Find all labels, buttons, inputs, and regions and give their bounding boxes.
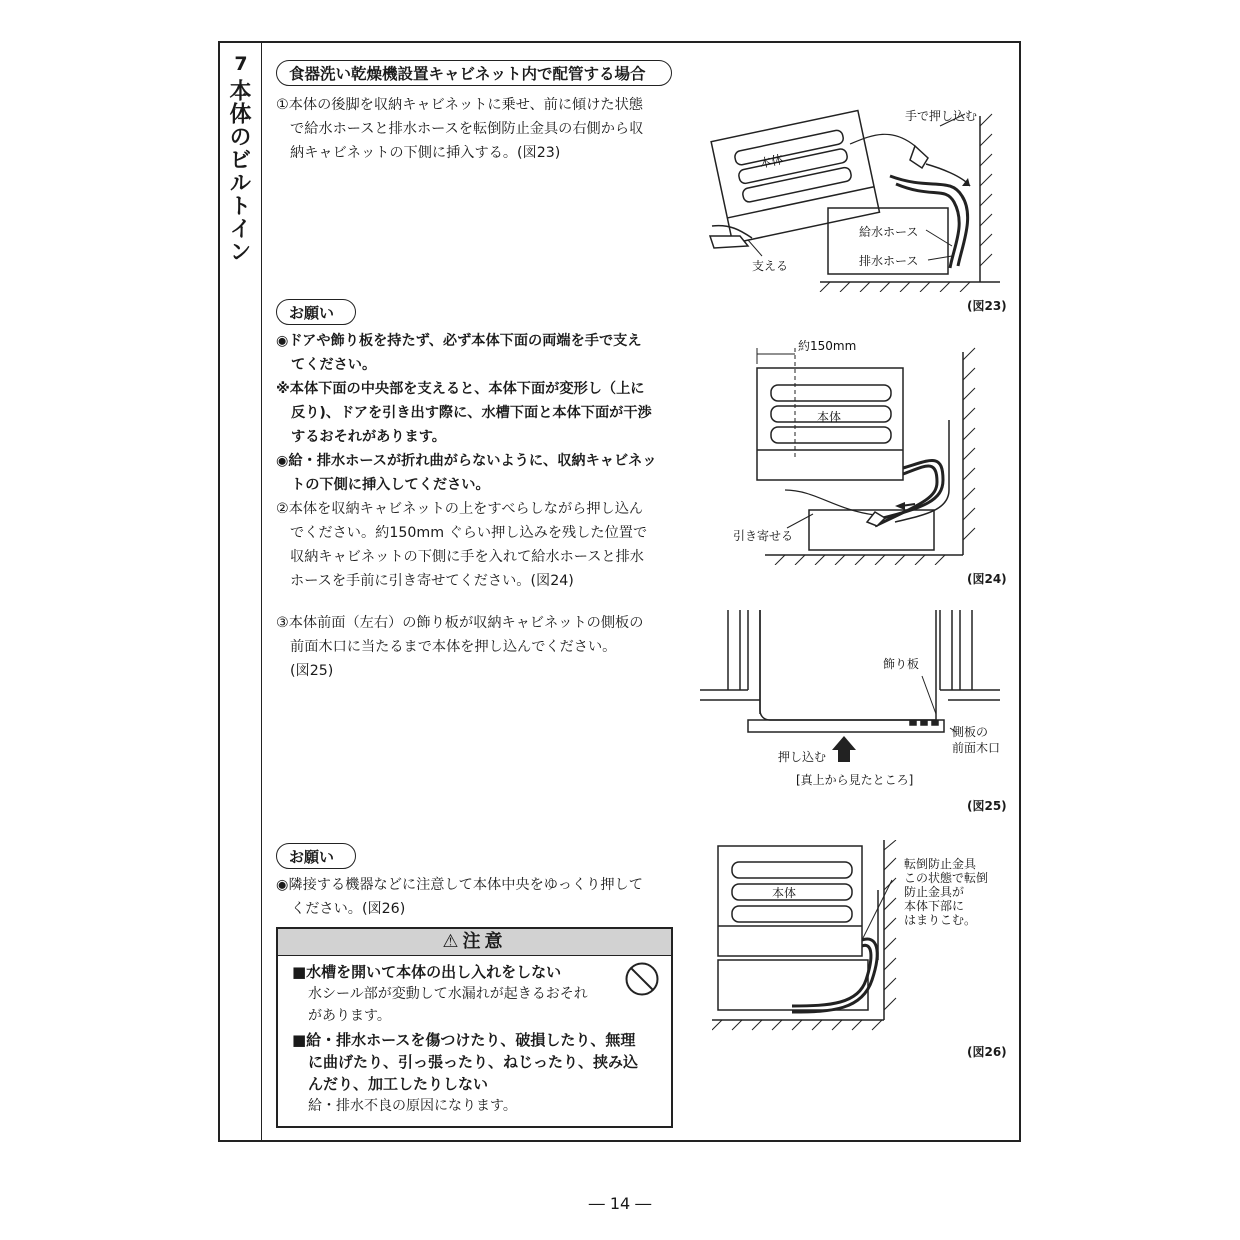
onegai2-list xyxy=(276,873,676,921)
step1-text xyxy=(276,93,676,165)
fig25-push-label: 押し込む xyxy=(778,750,827,764)
fig24-body-label: 本体 xyxy=(817,410,842,424)
onegai1-line: てください。 xyxy=(291,357,377,373)
step1-line: 納キャビネットの下側に挿入する。(図23) xyxy=(290,145,561,161)
step2-line: ホースを手前に引き寄せてください。(図24) xyxy=(290,573,574,589)
step3-line: ③本体前面（左右）の飾り板が収納キャビネットの側板の xyxy=(276,615,644,631)
step3-line: (図25) xyxy=(290,663,334,679)
fig26-note-3: 防止金具が xyxy=(904,885,965,899)
figure-23 xyxy=(700,96,1010,292)
step3-line: 前面木口に当たるまで本体を押し込んでください。 xyxy=(290,639,617,655)
step2-line: でください。約150mm ぐらい押し込みを残した位置で xyxy=(290,525,648,541)
onegai1-line: ※本体下面の中央部を支えると、本体下面が変形し（上に xyxy=(276,381,645,397)
section-number: 7 xyxy=(234,53,248,75)
fig26-note-4: 本体下部に xyxy=(904,899,965,913)
fig24-caption: (図24) xyxy=(967,572,1007,586)
fig26-note-5: はまりこむ。 xyxy=(904,913,977,927)
onegai2-line: ください。(図26) xyxy=(291,901,406,917)
fig24-pull-label: 引き寄せる xyxy=(733,529,794,543)
onegai1-list xyxy=(276,329,676,497)
onegai2-line: ◉隣接する機器などに注意して本体中央をゆっくり押して xyxy=(276,877,643,893)
step2-line: 収納キャビネットの下側に手を入れて給水ホースと排水 xyxy=(290,549,644,565)
fig25-side-label-1: 側板の xyxy=(952,725,989,739)
fig23-caption: (図23) xyxy=(967,299,1007,313)
caution-item2-text: 給・排水不良の原因になります。 xyxy=(308,1098,517,1114)
caution-item2-head: に曲げたり、引っ張ったり、ねじったり、挟み込 xyxy=(308,1053,639,1071)
caution-line: 水シール部が変動して水漏れが起きるおそれ xyxy=(308,986,588,1002)
caution-item1-text xyxy=(292,983,622,1027)
section-sidebar xyxy=(220,43,262,1140)
fig24-dimension-label: 約150mm xyxy=(798,340,857,353)
fig25-view-label: [真上から見たところ] xyxy=(796,773,914,787)
step1-line: で給水ホースと排水ホースを転倒防止金具の右側から収 xyxy=(290,121,644,137)
fig23-body-label: 本体 xyxy=(758,152,785,171)
step3-text xyxy=(276,611,676,683)
push-arrow-icon xyxy=(832,736,856,762)
step1-line: ①本体の後脚を収納キャビネットに乗せ、前に傾けた状態 xyxy=(276,97,643,113)
fig23-water-hose-label: 給水ホース xyxy=(859,225,919,239)
onegai1-line: ◉給・排水ホースが折れ曲がらないように、収納キャビネッ xyxy=(276,453,657,469)
fig26-note-2: この状態で転倒 xyxy=(904,871,989,885)
fig26-body-label: 本体 xyxy=(772,886,797,900)
onegai-badge-2: お願い xyxy=(276,843,356,869)
fig26-caption: (図26) xyxy=(967,1045,1007,1059)
fig26-note-1: 転倒防止金具 xyxy=(904,857,977,871)
section-heading: 食器洗い乾燥機設置キャビネット内で配管する場合 xyxy=(276,60,672,86)
prohibited-icon xyxy=(624,961,660,997)
figure-24 xyxy=(725,340,980,565)
fig23-support-label: 支える xyxy=(752,259,789,273)
onegai1-line: トの下側に挿入してください。 xyxy=(291,477,490,493)
caution-box xyxy=(276,927,673,1128)
onegai1-line: 反り)、ドアを引き出す際に、水槽下面と本体下面が干渉 xyxy=(291,405,652,421)
fig25-caption: (図25) xyxy=(967,799,1007,813)
fig25-panel-label: 飾り板 xyxy=(883,657,920,671)
step2-text xyxy=(276,497,676,593)
caution-item2-head: ■給・排水ホースを傷つけたり、破損したり、無理 xyxy=(292,1031,636,1049)
fig23-drain-hose-label: 排水ホース xyxy=(859,254,919,268)
section-title: 本体のビルトイン xyxy=(226,79,251,263)
caution-item1-head: ■水槽を開いて本体の出し入れをしない xyxy=(292,963,562,981)
step2-line: ②本体を収納キャビネットの上をすべらしながら押し込ん xyxy=(276,501,644,517)
fig25-side-label-2: 前面木口 xyxy=(952,741,1001,755)
caution-line: があります。 xyxy=(308,1008,391,1024)
fig23-push-label: 手で押し込む xyxy=(905,109,978,123)
caution-title: ⚠注意 xyxy=(278,929,671,956)
caution-item2-head: んだり、加工したりしない xyxy=(308,1075,489,1093)
figure-26 xyxy=(712,840,1007,1040)
page-number: ― 14 ― xyxy=(588,1194,652,1213)
onegai1-line: するおそれがあります。 xyxy=(291,429,446,445)
figure-25 xyxy=(700,610,1005,792)
onegai1-line: ◉ドアや飾り板を持たず、必ず本体下面の両端を手で支え xyxy=(276,333,642,349)
onegai-badge: お願い xyxy=(276,299,356,325)
